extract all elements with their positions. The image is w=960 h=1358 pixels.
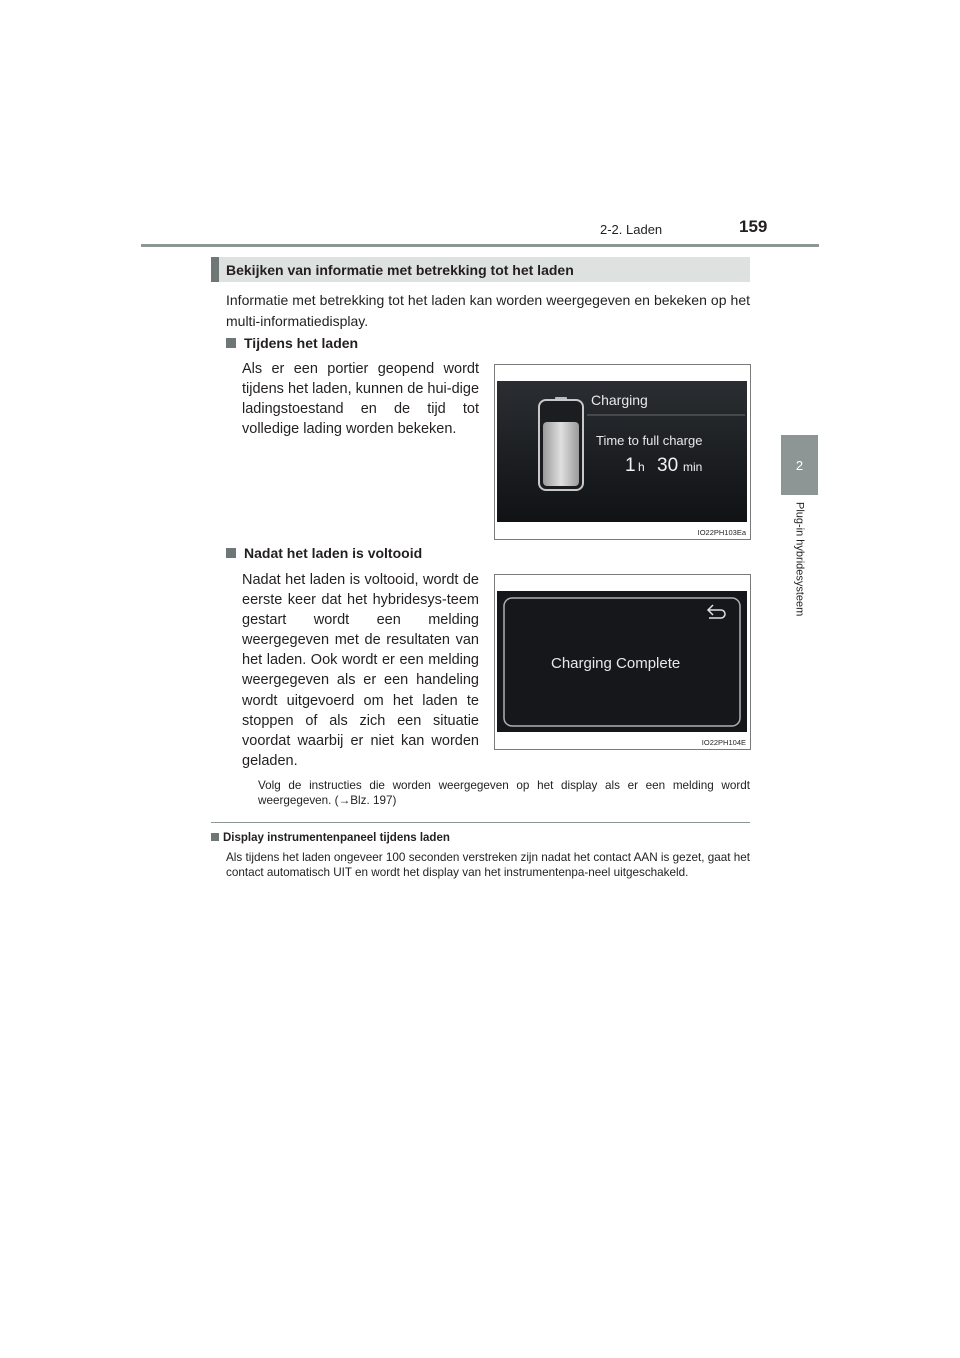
section-title: Bekijken van informatie met betrekking tot het laden [226, 262, 574, 278]
chapter-title: Plug-in hybridesysteem [793, 502, 806, 617]
figure-code: IO22PH103Ea [697, 528, 746, 537]
section-intro: Informatie met betrekking tot het laden kan worden weergegeven en bekeken op het multi-informatiedisplay. [226, 292, 750, 329]
minutes-unit: min [683, 460, 703, 474]
header-rule [141, 244, 819, 247]
figure-code: IO22PH104E [701, 738, 746, 747]
chapter-title-container [781, 502, 818, 682]
running-header-section: 2-2. Laden [600, 222, 663, 237]
hours-unit: h [638, 460, 645, 474]
subheading-during-charging [226, 335, 358, 351]
subheading-label: Nadat het laden is voltooid [244, 545, 423, 561]
after-charging-note: Volg de instructies die worden weergegeven op het display als er een melding wordt weergegeven. (→Blz. 197) [258, 779, 750, 807]
display-note-heading-label: Display instrumentenpaneel tijdens laden [223, 832, 450, 844]
chapter-number: 2 [795, 457, 804, 473]
after-charging-body: Nadat het laden is voltooid, wordt de eerste keer dat het hybridesys-teem gestart wordt een melding weergegeven met de resultaten van het laden. Ook wordt er een melding weergegeven als er een handeling wordt uitgevoerd om het laden te stoppen of als zich een situatie voordat waarbij er niet kan worden geladen. [242, 572, 479, 769]
square-bullet-icon [211, 833, 219, 841]
square-bullet-icon [226, 548, 236, 558]
hours-value: 1 [625, 455, 636, 476]
figure-charging-display [494, 364, 751, 540]
display-note-text: Als tijdens het laden ongeveer 100 seconden verstreken zijn nadat het contact AAN is gezet, gaat het contact automatisch UIT en wordt het display van het instrumentenpa-neel uitgeschakeld. [226, 851, 750, 880]
battery-icon [539, 397, 583, 490]
section-heading-accent [211, 257, 219, 282]
complete-screen-illustration [495, 575, 750, 749]
charging-screen-illustration [495, 365, 750, 539]
minutes-value: 30 [657, 455, 679, 476]
subheading-after-charging [226, 545, 422, 561]
figure-charging-complete [494, 574, 751, 750]
display-note-heading [211, 832, 450, 844]
page-number: 159 [739, 217, 768, 236]
subheading-label: Tijdens het laden [244, 335, 359, 351]
complete-message: Charging Complete [551, 655, 681, 672]
time-to-full-label: Time to full charge [596, 433, 703, 448]
chapter-tab [781, 435, 818, 495]
during-charging-body: Als er een portier geopend wordt tijdens het laden, kunnen de hui-dige ladingstoestand en de tijd tot volledige lading worden bekeken. [242, 361, 480, 438]
note-divider [211, 822, 750, 823]
square-bullet-icon [226, 338, 236, 348]
screen-title: Charging [591, 392, 648, 408]
